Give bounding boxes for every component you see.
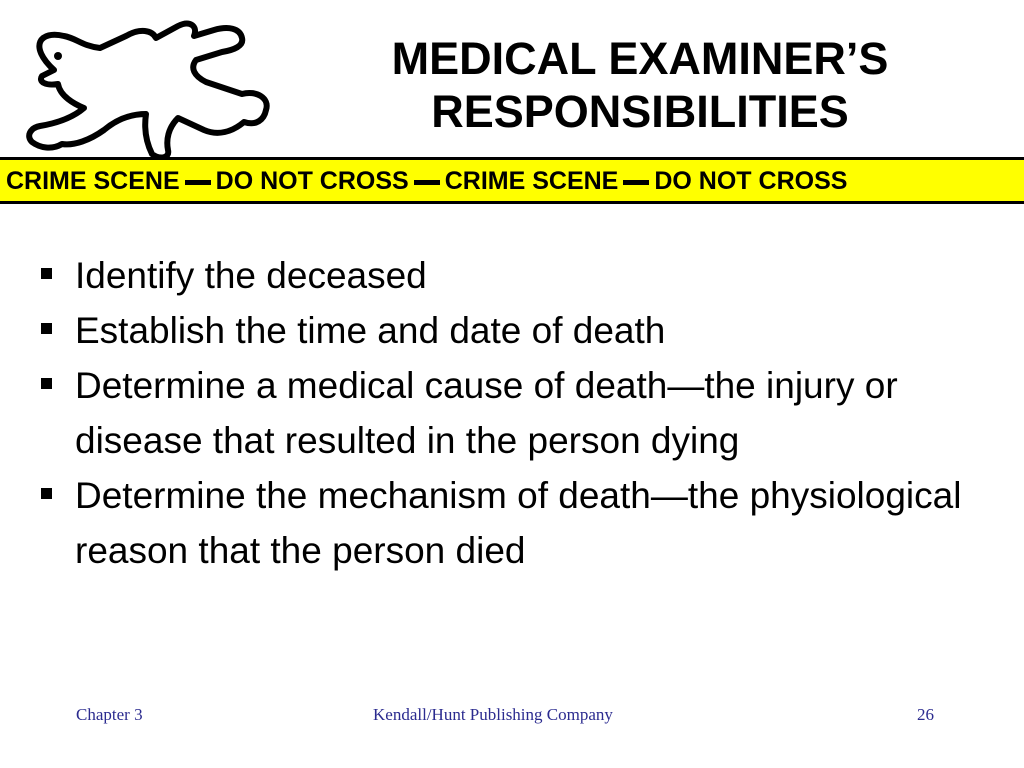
tape-segment: CRIME SCENE <box>444 167 619 195</box>
tape-dash <box>185 180 211 185</box>
crime-scene-tape <box>0 157 1024 204</box>
footer-chapter: Chapter 3 <box>76 705 143 724</box>
list-item <box>40 248 990 303</box>
square-bullet-icon <box>41 378 52 389</box>
list-item-text: Establish the time and date of death <box>75 310 666 351</box>
tape-segment: CRIME SCENE <box>6 167 180 195</box>
tape-dash <box>414 180 440 185</box>
square-bullet-icon <box>41 323 52 334</box>
tape-text-strip <box>6 164 847 198</box>
tape-segment: DO NOT CROSS <box>215 167 409 195</box>
list-item-text: Determine the mechanism of death—the physiological reason that the person died <box>75 475 962 571</box>
footer-publisher: Kendall/Hunt Publishing Company <box>373 705 613 724</box>
body-outline-icon <box>18 18 280 160</box>
list-item-text: Identify the deceased <box>75 255 427 296</box>
tape-dash <box>623 180 649 185</box>
slide-title <box>290 32 990 138</box>
list-item <box>40 303 990 358</box>
footer-page-number: 26 <box>917 705 934 724</box>
title-line-1: MEDICAL EXAMINER’S <box>391 33 889 84</box>
list-item-text: Determine a medical cause of death—the injury or disease that resulted in the person dying <box>75 365 898 461</box>
square-bullet-icon <box>41 268 52 279</box>
square-bullet-icon <box>41 488 52 499</box>
responsibility-list <box>40 248 990 578</box>
title-line-2: RESPONSIBILITIES <box>431 86 849 137</box>
list-item <box>40 358 990 468</box>
list-item <box>40 468 990 578</box>
tape-segment: DO NOT CROSS <box>654 167 848 195</box>
